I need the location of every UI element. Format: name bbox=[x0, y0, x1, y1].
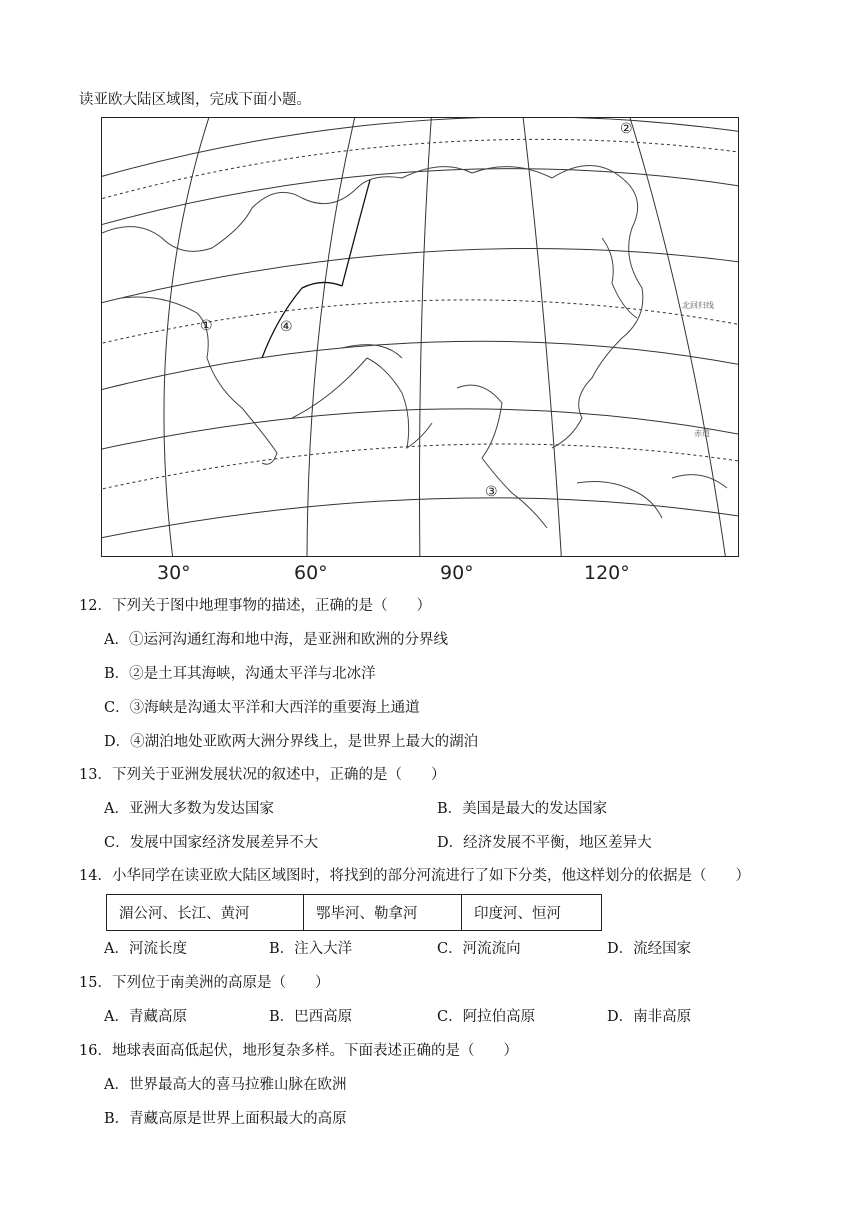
meridian bbox=[420, 118, 433, 556]
meridian bbox=[307, 118, 357, 556]
eurasia-map-drawing bbox=[102, 118, 738, 556]
meridian bbox=[164, 118, 212, 556]
question-12-stem: 12．下列关于图中地理事物的描述，正确的是（ ） bbox=[79, 598, 431, 614]
marker-2: ② bbox=[620, 121, 633, 137]
coastline bbox=[457, 385, 547, 528]
continent-boundary bbox=[342, 180, 370, 286]
question-12-option-c[interactable]: C．③海峡是沟通太平洋和大西洋的重要海上通道 bbox=[104, 700, 420, 716]
question-16-option-b[interactable]: B．青藏高原是世界上面积最大的高原 bbox=[104, 1111, 347, 1127]
marker-1: ① bbox=[200, 318, 213, 334]
latitude-arc bbox=[102, 169, 738, 236]
question-13-option-d[interactable]: D．经济发展不平衡，地区差异大 bbox=[437, 835, 652, 851]
question-13-option-b[interactable]: B．美国是最大的发达国家 bbox=[437, 801, 608, 817]
tropic-line bbox=[102, 300, 738, 353]
marker-3: ③ bbox=[485, 484, 498, 500]
question-14-option-b[interactable]: B．注入大洋 bbox=[269, 941, 353, 957]
eurasia-map bbox=[101, 117, 739, 557]
equator-label: 赤道 bbox=[694, 429, 710, 438]
longitude-label: 30° bbox=[157, 562, 191, 584]
question-15-option-c[interactable]: C．阿拉伯高原 bbox=[437, 1009, 536, 1025]
table-cell: 印度河、恒河 bbox=[462, 895, 602, 931]
meridian bbox=[627, 118, 727, 556]
table-cell: 湄公河、长江、黄河 bbox=[107, 895, 304, 931]
coastline bbox=[577, 482, 662, 518]
question-16-option-a[interactable]: A．世界最高大的喜马拉雅山脉在欧洲 bbox=[104, 1077, 347, 1093]
tropic-label: 北回归线 bbox=[682, 301, 714, 310]
table-cell: 鄂毕河、勒拿河 bbox=[304, 895, 462, 931]
question-14-option-c[interactable]: C．河流流向 bbox=[437, 941, 521, 957]
question-13-option-c[interactable]: C．发展中国家经济发展差异不大 bbox=[104, 835, 319, 851]
latitude-arc bbox=[102, 118, 738, 188]
question-15-option-b[interactable]: B．巴西高原 bbox=[269, 1009, 353, 1025]
question-14-option-a[interactable]: A．河流长度 bbox=[104, 941, 187, 957]
intro-text: 读亚欧大陆区域图，完成下面小题。 bbox=[79, 92, 311, 108]
continent-boundary bbox=[262, 282, 342, 358]
meridian bbox=[522, 118, 562, 556]
river-classification-table bbox=[106, 894, 602, 931]
question-12-option-a[interactable]: A．①运河沟通红海和地中海，是亚洲和欧洲的分界线 bbox=[104, 632, 448, 648]
coastline bbox=[102, 166, 643, 449]
question-13-option-a[interactable]: A．亚洲大多数为发达国家 bbox=[104, 801, 274, 817]
question-15-stem: 15．下列位于南美洲的高原是（ ） bbox=[79, 975, 330, 991]
longitude-label: 90° bbox=[440, 562, 474, 584]
question-15-option-a[interactable]: A．青藏高原 bbox=[104, 1009, 187, 1025]
question-14-option-d[interactable]: D．流经国家 bbox=[607, 941, 692, 957]
marker-4: ④ bbox=[280, 319, 293, 335]
coastline bbox=[672, 475, 727, 488]
longitude-label: 120° bbox=[584, 562, 630, 584]
question-15-option-d[interactable]: D．南非高原 bbox=[607, 1009, 692, 1025]
question-12-option-b[interactable]: B．②是土耳其海峡，沟通太平洋与北冰洋 bbox=[104, 666, 376, 682]
question-16-stem: 16．地球表面高低起伏，地形复杂多样。下面表述正确的是（ ） bbox=[79, 1043, 518, 1059]
question-12-option-d[interactable]: D．④湖泊地处亚欧两大洲分界线上，是世界上最大的湖泊 bbox=[104, 734, 479, 750]
longitude-label: 60° bbox=[294, 562, 328, 584]
question-13-stem: 13．下列关于亚洲发展状况的叙述中，正确的是（ ） bbox=[79, 767, 446, 783]
question-14-stem: 14．小华同学在读亚欧大陆区域图时，将找到的部分河流进行了如下分类，他这样划分的依据是（ ） bbox=[79, 868, 750, 884]
